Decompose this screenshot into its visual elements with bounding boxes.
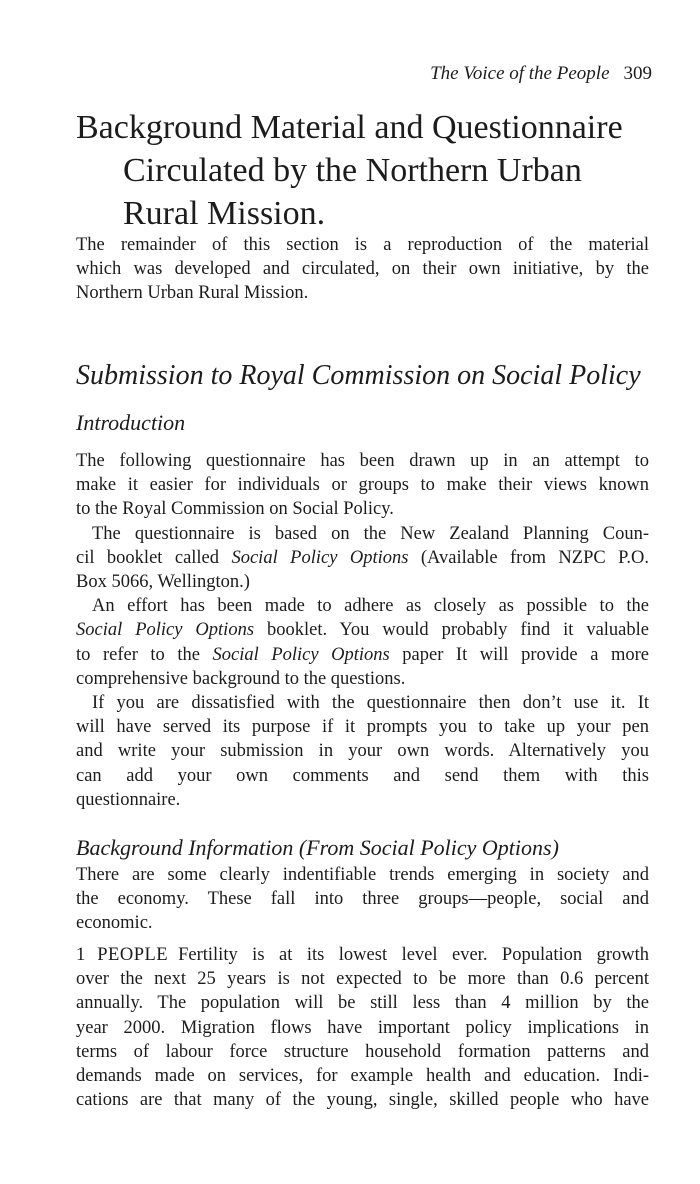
- intro-p3: [76, 594, 649, 691]
- intro-p2-line: The questionnaire is based on the New Zealand Planning Coun-: [92, 523, 649, 544]
- intro-p4-line: will have served its purpose if it prompts you to take up your pen: [76, 717, 649, 738]
- booklet-title: Social Policy Options: [76, 620, 255, 641]
- intro-p3-line: comprehensive background to the questions.: [76, 668, 406, 689]
- page-number: 309: [623, 63, 652, 84]
- intro-p4: [76, 691, 649, 812]
- item-label: PEOPLE: [97, 945, 169, 965]
- text-run: cil booklet called: [76, 547, 232, 568]
- text-run: (Available from NZPC P.O.: [408, 547, 649, 568]
- introduction-body: [76, 449, 649, 812]
- booklet-title: Social Policy Options: [231, 547, 409, 568]
- background-body: [76, 863, 649, 936]
- intro-p3-line: An effort has been made to adhere as closely as possible to the: [92, 596, 649, 617]
- background-heading: Background Information (From Social Policy Options): [76, 835, 559, 860]
- people-item: [76, 943, 649, 1112]
- title-line-2: Circulated by the Northern Urban: [123, 152, 582, 189]
- intro-line-3: Northern Urban Rural Mission.: [76, 283, 309, 304]
- text-run: Fertility is at its lowest level ever. Population growth: [178, 945, 649, 965]
- people-item-line: [76, 943, 649, 967]
- section-title: Submission to Royal Commission on Social Policy: [76, 360, 641, 391]
- booklet-title: Social Policy Options: [212, 644, 390, 665]
- text-run: to refer to the: [76, 644, 213, 665]
- introduction-heading: Introduction: [76, 410, 186, 435]
- intro-p4-line: and write your submission in your own words. Alternatively you: [76, 741, 649, 762]
- background-p1-line: There are some clearly indentifiable trends emerging in society and: [76, 865, 649, 885]
- background-p1-line: economic.: [76, 913, 153, 934]
- people-item-line: annually. The population will be still less than 4 million by the: [76, 993, 649, 1014]
- running-head-title: The Voice of the People: [430, 63, 610, 84]
- background-p1-line: the economy. These fall into three groups—people, social and: [76, 889, 649, 910]
- intro-line-1: The remainder of this section is a reproduction of the material: [76, 235, 649, 255]
- intro-p4-line: can add your own comments and send them with this: [76, 765, 649, 786]
- intro-p4-line: If you are dissatisfied with the questionnaire then don’t use it. It: [92, 693, 649, 714]
- intro-p3-line: [76, 643, 649, 667]
- intro-p2: [76, 522, 649, 595]
- text-run: paper It will provide a more: [389, 644, 649, 665]
- page-title: [76, 106, 666, 235]
- running-head: [430, 62, 652, 86]
- intro-p4-line: questionnaire.: [76, 789, 181, 810]
- intro-p1: [76, 449, 649, 522]
- people-item-line: demands made on services, for example health and education. Indi-: [76, 1066, 649, 1087]
- intro-p1-line: make it easier for individuals or groups to make their views known: [76, 475, 649, 496]
- intro-p1-line: to the Royal Commission on Social Policy.: [76, 499, 394, 520]
- title-line-3: Rural Mission.: [123, 195, 326, 232]
- item-number: 1: [76, 945, 86, 965]
- intro-p3-line: [76, 618, 649, 642]
- intro-p1-line: The following questionnaire has been drawn up in an attempt to: [76, 451, 649, 471]
- people-item-line: cations are that many of the young, single, skilled people who have: [76, 1090, 649, 1111]
- intro-line-2: which was developed and circulated, on their own initiative, by the: [76, 259, 649, 280]
- text-run: booklet. You would probably find it valuable: [254, 620, 649, 641]
- intro-p2-line: Box 5066, Wellington.): [76, 572, 250, 593]
- intro-p2-line: [76, 546, 649, 570]
- title-line-1: Background Material and Questionnaire: [76, 109, 623, 146]
- people-item-line: terms of labour force structure household formation patterns and: [76, 1041, 649, 1062]
- background-p1: [76, 863, 649, 936]
- intro-paragraph: [76, 233, 649, 306]
- people-item-line: year 2000. Migration flows have important policy implications in: [76, 1017, 649, 1038]
- people-item-line: over the next 25 years is not expected to be more than 0.6 percent: [76, 969, 649, 990]
